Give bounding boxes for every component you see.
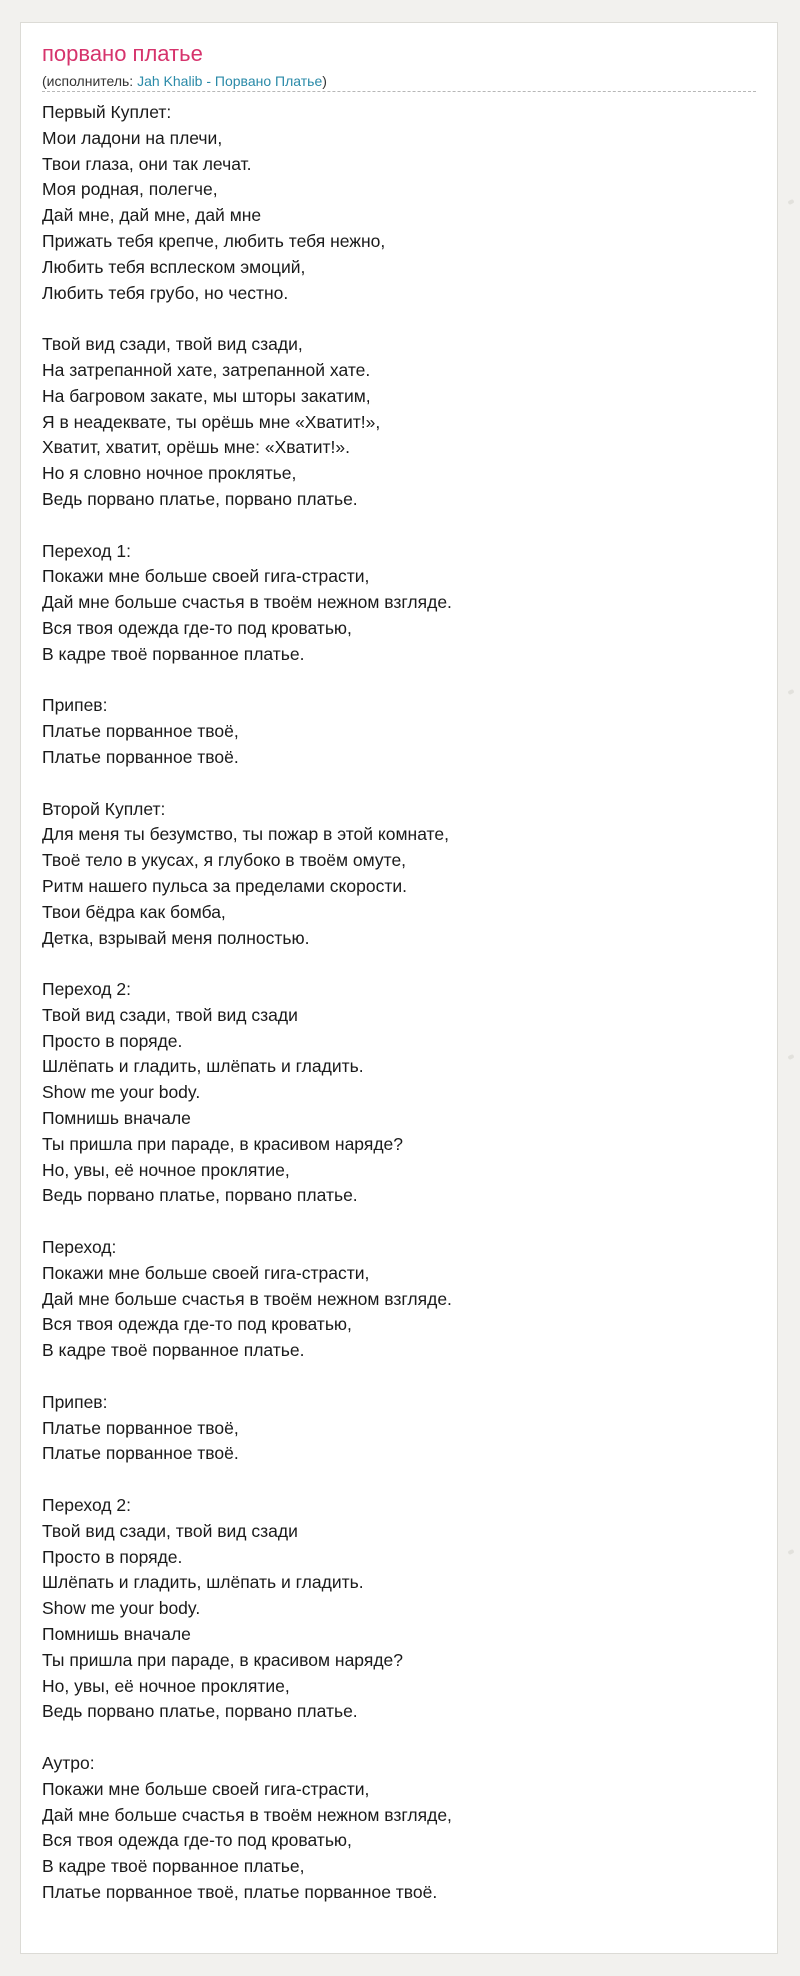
lyrics-line: Переход 2: bbox=[42, 979, 131, 1000]
lyrics-line: Ведь порвано платье, порвано платье. bbox=[42, 1701, 358, 1722]
lyrics-line: В кадре твоё порванное платье, bbox=[42, 1856, 305, 1877]
lyrics-blank-line bbox=[42, 1467, 756, 1493]
lyrics-blank-line bbox=[42, 668, 756, 694]
lyrics-line: Твой вид сзади, твой вид сзади bbox=[42, 1520, 298, 1541]
lyrics-line: Твоё тело в укусах, я глубоко в твоём омуте, bbox=[42, 850, 407, 871]
lyrics-line: В кадре твоё порванное платье. bbox=[42, 643, 305, 664]
lyrics-line: Мои ладони на плечи, bbox=[42, 127, 223, 148]
lyrics-line: Вся твоя одежда где-то под кроватью, bbox=[42, 1314, 352, 1335]
lyrics-line: Show me your body. bbox=[42, 1082, 201, 1103]
artist-suffix: ) bbox=[322, 73, 327, 89]
lyrics-blank-line bbox=[42, 1725, 756, 1751]
lyrics-line: На затрепанной хате, затрепанной хате. bbox=[42, 359, 371, 380]
lyrics-line: Просто в поряде. bbox=[42, 1030, 183, 1051]
lyrics-line: Шлёпать и гладить, шлёпать и гладить. bbox=[42, 1572, 364, 1593]
title-divider bbox=[42, 91, 756, 92]
artist-prefix: (исполнитель: bbox=[42, 73, 138, 89]
lyrics-line: Дай мне больше счастья в твоём нежном взгляде. bbox=[42, 592, 452, 613]
lyrics-line: Твой вид сзади, твой вид сзади, bbox=[42, 334, 303, 355]
lyrics-line: Любить тебя всплеском эмоций, bbox=[42, 256, 306, 277]
lyrics-line: Дай мне больше счастья в твоём нежном взгляде, bbox=[42, 1804, 452, 1825]
lyrics-line: Вся твоя одежда где-то под кроватью, bbox=[42, 1830, 352, 1851]
song-title: порвано платье bbox=[42, 41, 203, 66]
lyrics-line: Припев: bbox=[42, 695, 108, 716]
lyrics-blank-line bbox=[42, 513, 756, 539]
page-edge-decoration bbox=[787, 199, 794, 205]
lyrics-line: Дай мне больше счастья в твоём нежном взгляде. bbox=[42, 1288, 452, 1309]
lyrics-line: Вся твоя одежда где-то под кроватью, bbox=[42, 617, 352, 638]
lyrics-line: Второй Куплет: bbox=[42, 798, 166, 819]
lyrics-line: Но я словно ночное проклятье, bbox=[42, 463, 297, 484]
lyrics-line: Шлёпать и гладить, шлёпать и гладить. bbox=[42, 1056, 364, 1077]
lyrics-line: Детка, взрывай меня полностью. bbox=[42, 927, 310, 948]
lyrics-line: Ведь порвано платье, порвано платье. bbox=[42, 1185, 358, 1206]
lyrics-line: Платье порванное твоё, bbox=[42, 1417, 239, 1438]
lyrics-line: Покажи мне больше своей гига-страсти, bbox=[42, 1262, 370, 1283]
lyrics-line: В кадре твоё порванное платье. bbox=[42, 1340, 305, 1361]
lyrics-line: Переход: bbox=[42, 1237, 117, 1258]
lyrics-line: Платье порванное твоё. bbox=[42, 1443, 239, 1464]
lyrics-blank-line bbox=[42, 1209, 756, 1235]
lyrics-line: Платье порванное твоё, платье порванное твоё. bbox=[42, 1881, 438, 1902]
lyrics-line: Дай мне, дай мне, дай мне bbox=[42, 205, 262, 226]
lyrics-text bbox=[42, 100, 756, 1906]
lyrics-line: Для меня ты безумство, ты пожар в этой комнате, bbox=[42, 824, 449, 845]
lyrics-line: Любить тебя грубо, но честно. bbox=[42, 282, 289, 303]
lyrics-line: Переход 1: bbox=[42, 540, 131, 561]
lyrics-line: Моя родная, полегче, bbox=[42, 179, 218, 200]
lyrics-line: Твои бёдра как бомба, bbox=[42, 901, 226, 922]
lyrics-blank-line bbox=[42, 771, 756, 797]
page-edge-decoration bbox=[787, 1549, 794, 1555]
page-edge-decoration bbox=[787, 689, 794, 695]
artist-link[interactable]: Jah Khalib - Порвано Платье bbox=[137, 73, 323, 89]
lyrics-line: Ты пришла при параде, в красивом наряде? bbox=[42, 1649, 403, 1670]
lyrics-line: Твой вид сзади, твой вид сзади bbox=[42, 1004, 298, 1025]
lyrics-line: Просто в поряде. bbox=[42, 1546, 183, 1567]
lyrics-blank-line bbox=[42, 306, 756, 332]
lyrics-line: Переход 2: bbox=[42, 1495, 131, 1516]
lyrics-line: Платье порванное твоё. bbox=[42, 746, 239, 767]
lyrics-line: Первый Куплет: bbox=[42, 102, 172, 122]
lyrics-line: Покажи мне больше своей гига-страсти, bbox=[42, 566, 370, 587]
lyrics-line: Аутро: bbox=[42, 1753, 95, 1773]
lyrics-line: Твои глаза, они так лечат. bbox=[42, 153, 252, 174]
lyrics-line: Ты пришла при параде, в красивом наряде? bbox=[42, 1133, 403, 1154]
lyrics-card bbox=[20, 22, 778, 1954]
page-edge-decoration bbox=[787, 1054, 794, 1060]
lyrics-line: Помнишь вначале bbox=[42, 1108, 191, 1129]
artist-byline bbox=[42, 73, 327, 90]
lyrics-blank-line bbox=[42, 951, 756, 977]
lyrics-line: Покажи мне больше своей гига-страсти, bbox=[42, 1778, 370, 1799]
lyrics-line: Припев: bbox=[42, 1391, 108, 1412]
lyrics-line: Хватит, хватит, орёшь мне: «Хватит!». bbox=[42, 437, 350, 458]
lyrics-line: Помнишь вначале bbox=[42, 1624, 191, 1645]
lyrics-line: Ритм нашего пульса за пределами скорости. bbox=[42, 875, 407, 896]
lyrics-line: Но, увы, её ночное проклятие, bbox=[42, 1159, 290, 1180]
lyrics-line: Прижать тебя крепче, любить тебя нежно, bbox=[42, 230, 386, 251]
lyrics-line: Я в неадеквате, ты орёшь мне «Хватит!», bbox=[42, 411, 381, 432]
lyrics-line: Ведь порвано платье, порвано платье. bbox=[42, 488, 358, 509]
lyrics-line: Платье порванное твоё, bbox=[42, 721, 239, 742]
lyrics-blank-line bbox=[42, 1364, 756, 1390]
lyrics-line: Но, увы, её ночное проклятие, bbox=[42, 1675, 290, 1696]
lyrics-line: На багровом закате, мы шторы закатим, bbox=[42, 385, 371, 406]
lyrics-line: Show me your body. bbox=[42, 1598, 201, 1619]
